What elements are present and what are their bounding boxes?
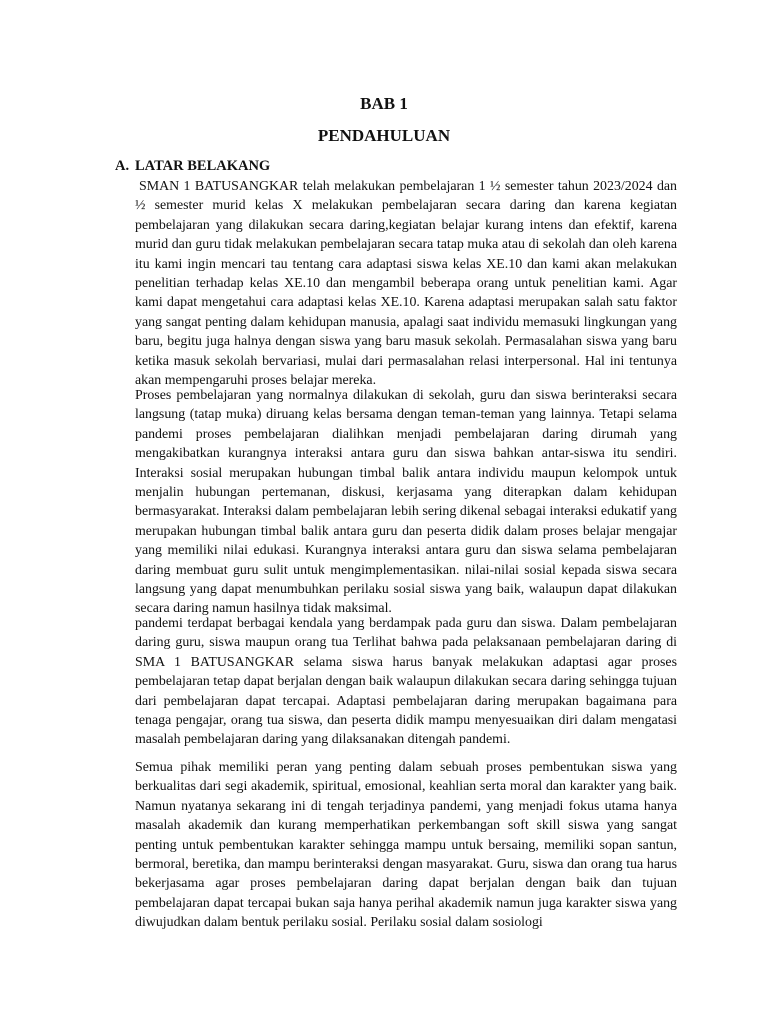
chapter-number: BAB 1	[360, 94, 408, 113]
section-letter: A.	[115, 158, 130, 174]
paragraph-2: Proses pembelajaran yang normalnya dilakukan di sekolah, guru dan siswa berinteraksi secara langsung (tatap muka) diruang kelas bersama dengan teman-teman yang lainnya. Tetapi selama pandemi proses pembelajaran dialihkan menjadi pembelajaran daring dirumah yang mengakibatkan kurangnya interaksi antara guru dan siswa bahkan antar-siswa itu sendiri. Interaksi sosial merupakan hubungan timbal balik antara individu maupun kelompok untuk menjalin hubungan pertemanan, diskusi, kerjasama yang diterapkan dalam kehidupan bermasyarakat. Interaksi dalam pembelajaran lebih sering dikenal sebagai interaksi edukatif yang merupakan hubungan timbal balik antara guru dan peserta didik dalam proses belajar mengajar yang memiliki nilai edukasi. Kurangnya interaksi antara guru dan siswa selama pembelajaran daring membuat guru sulit untuk mengimplementasikan. nilai-nilai sosial kepada siswa secara langsung yang dapat menumbuhkan perilaku sosial siswa yang baik, walaupun dapat dilakukan secara daring namun hasilnya tidak maksimal.	[135, 388, 677, 617]
paragraph-4: Semua pihak memiliki peran yang penting dalam sebuah proses pembentukan siswa yang berkualitas dari segi akademik, spiritual, emosional, keahlian serta moral dan karakter yang baik. Namun nyatanya sekarang ini di tengah terjadinya pandemi, yang menjadi fokus utama hanya masalah akademik dan kurang memperhatikan perkembangan soft skill siswa yang sangat penting untuk pembentukan karakter sehingga mampu untuk bersaing, memiliki sopan santun, bermoral, beretika, dan mampu berinteraksi dengan masyarakat. Guru, siswa dan orang tua harus bekerjasama agar proses pembelajaran daring dapat berjalan dengan baik dan tujuan pembelajaran dapat tercapai bukan saja hanya perihal akademik namun juga karakter siswa yang diwujudkan dalam bentuk perilaku sosial. Perilaku sosial dalam sosiologi	[135, 760, 677, 931]
paragraph-3: pandemi terdapat berbagai kendala yang berdampak pada guru dan siswa. Dalam pembelajaran daring guru, siswa maupun orang tua Terlihat bahwa pada pelaksanaan pembelajaran daring di SMA 1 BATUSANGKAR selama siswa harus banyak melakukan adaptasi agar proses pembelajaran tetap dapat berjalan dengan baik walaupun dilakukan secara daring sehingga tujuan dari pembelajaran dapat tercapai. Adaptasi pembelajaran daring merupakan bagaimana para tenaga pengajar, orang tua siswa, dan peserta didik mampu menyesuaikan diri dalam mengatasi masalah pembelajaran daring yang dilaksanakan ditengah pandemi.	[135, 616, 677, 748]
paragraph-1: SMAN 1 BATUSANGKAR telah melakukan pembelajaran 1 ½ semester tahun 2023/2024 dan ½ semester murid kelas X melakukan pembelajaran secara daring dan karena kegiatan pembelajaran yang dilakukan secara daring,kegiatan belajar kurang intens dan efektif, karena murid dan guru tidak melakukan pembelajaran secara tatap muka atau di sekolah dan oleh karena itu kami ingin mencari tau tentang cara adaptasi siswa kelas XE.10 dan kami akan melakukan penelitian terhadap kelas XE.10 dan mengambil beberapa orang untuk penelitian kami. Agar kami dapat mengetahui cara adaptasi kelas XE.10. Karena adaptasi merupakan salah satu faktor yang sangat penting dalam kehidupan manusia, apalagi saat individu memasuki lingkungan yang baru, begitu juga halnya dengan siswa yang baru masuk sekolah. Permasalahan siswa yang baru ketika masuk sekolah bervariasi, mulai dari permasalahan relasi interpersonal. Hal ini tentunya akan mempengaruhi proses belajar mereka.	[135, 179, 677, 389]
chapter-title: PENDAHULUAN	[317, 126, 451, 145]
section-title: LATAR BELAKANG	[135, 158, 271, 174]
section-heading	[115, 158, 270, 175]
